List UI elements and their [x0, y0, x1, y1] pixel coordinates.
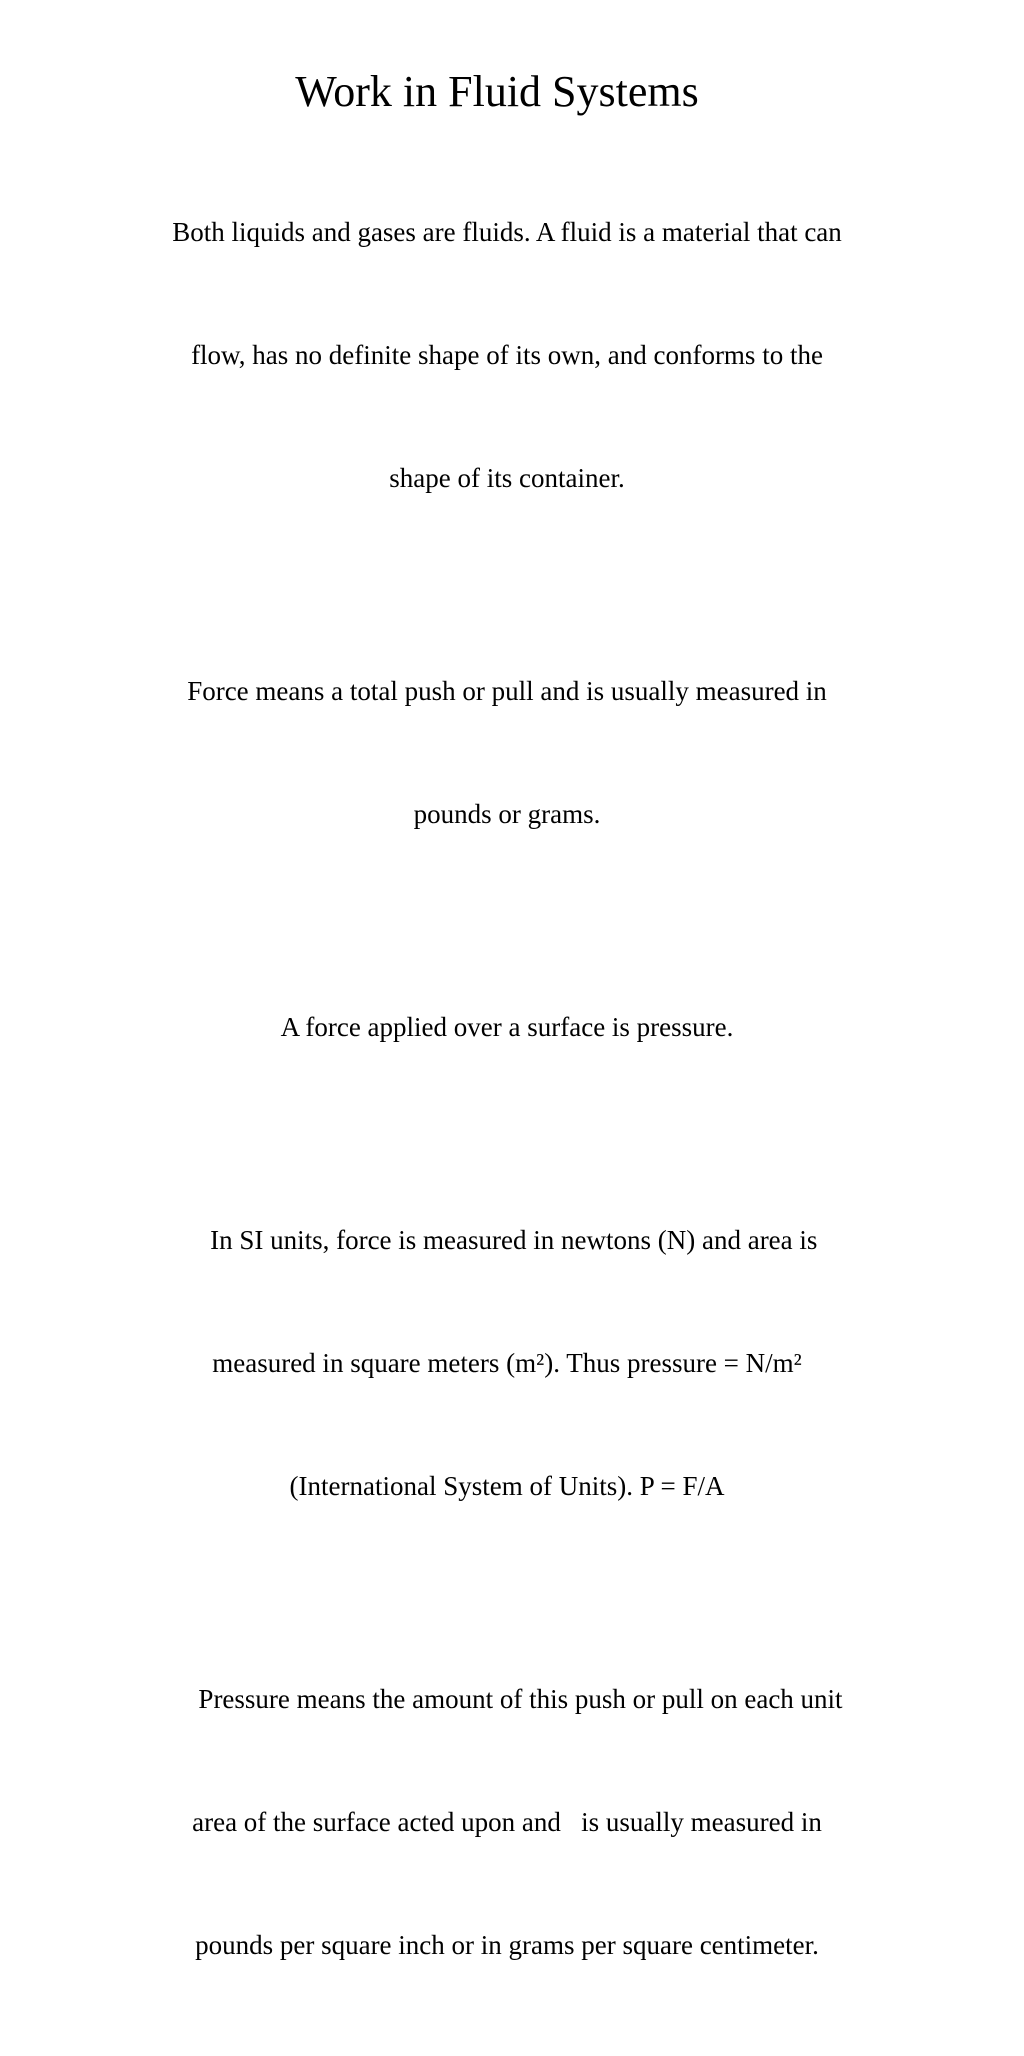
- paragraph-pressure-units: [70, 1597, 944, 2048]
- paragraph-line: area of the surface acted upon and is usually measured in: [192, 1807, 822, 1837]
- paragraph-line: Pressure means the amount of this push or pull on each unit: [171, 1684, 843, 1714]
- paragraph-force: [70, 589, 944, 917]
- paragraph-line: pounds per square inch or in grams per square centimeter.: [195, 1930, 819, 1960]
- paragraph-fluids: [70, 130, 944, 581]
- paragraph-line: measured in square meters (m²). Thus pressure = N/m²: [212, 1348, 802, 1378]
- paragraph-si-units: [70, 1138, 944, 1589]
- paragraph-line: shape of its container.: [389, 463, 625, 493]
- paragraph-pressure-definition: [70, 925, 944, 1130]
- paragraph-line: Force means a total push or pull and is usually measured in: [187, 676, 827, 706]
- slide-body: [70, 130, 944, 2056]
- paragraph-line: A force applied over a surface is pressure.: [280, 1012, 734, 1042]
- paragraph-line: pounds or grams.: [413, 799, 601, 829]
- paragraph-line: (International System of Units). P = F/A: [289, 1471, 725, 1501]
- paragraph-line: In SI units, force is measured in newtons (N) and area is: [196, 1225, 818, 1255]
- paragraph-line: flow, has no definite shape of its own, and conforms to the: [191, 340, 823, 370]
- slide-title: Work in Fluid Systems: [295, 67, 699, 116]
- paragraph-line: Both liquids and gases are fluids. A fluid is a material that can: [172, 217, 842, 247]
